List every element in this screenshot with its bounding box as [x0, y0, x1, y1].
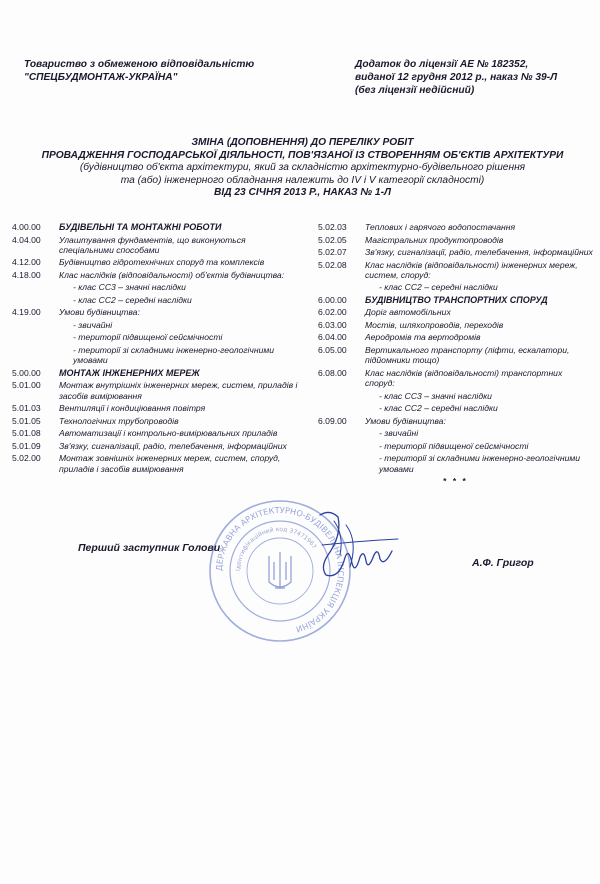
work-description: - клас СС2 – середні наслідки: [379, 282, 498, 293]
work-code: 4.19.00: [12, 307, 41, 318]
work-item: [12, 416, 300, 426]
work-item: [12, 380, 300, 401]
work-code: [12, 320, 59, 330]
work-item: [318, 307, 593, 317]
work-item: [12, 332, 300, 342]
work-item: [12, 403, 300, 413]
work-code: 5.01.08: [12, 428, 41, 439]
work-item: [12, 307, 300, 317]
work-code: [318, 391, 365, 401]
work-item: [318, 222, 593, 232]
work-description: Улаштування фундаментів, що виконуються спеціальними способами: [59, 234, 246, 255]
handwritten-signature: [300, 505, 410, 590]
title-line2: ПРОВАДЖЕННЯ ГОСПОДАРСЬКОЇ ДІЯЛЬНОСТІ, ПОВ'ЯЗАНОЇ ІЗ СТВОРЕННЯМ ОБ'ЄКТІВ АРХІТЕКТУРИ: [41, 149, 564, 161]
work-code: [318, 453, 365, 474]
document-title: [20, 137, 585, 200]
work-item: [12, 222, 300, 232]
work-code: 4.04.00: [12, 234, 41, 245]
work-code: 5.00.00: [12, 367, 41, 378]
work-item: [12, 257, 300, 267]
work-code: [318, 403, 365, 413]
work-code: 5.02.08: [318, 259, 347, 270]
work-item: [318, 391, 593, 401]
work-code: 5.02.05: [318, 234, 347, 245]
work-item: [318, 295, 593, 305]
title-line4: та (або) інженерного обладнання належить до IV і V категорії складності): [120, 174, 485, 186]
work-description: - звичайні: [379, 428, 419, 439]
work-item: [318, 441, 593, 451]
work-item: [318, 416, 593, 426]
work-code: [318, 428, 365, 438]
work-description: Мостів, шляхопроводів, переходів: [365, 319, 504, 330]
work-code: 6.03.00: [318, 319, 347, 330]
work-item: [318, 235, 593, 245]
work-item: [12, 428, 300, 438]
work-description: - клас СС3 – значні наслідки: [379, 390, 492, 401]
work-description: Вентиляції і кондиціювання повітря: [59, 403, 206, 414]
work-item: [318, 282, 593, 292]
work-description: Доріг автомобільних: [365, 307, 451, 318]
work-description: Зв'язку, сигналізації, радіо, телебачення, інформаційних: [365, 247, 593, 257]
work-description: Клас наслідків (відповідальності) об'єктів будівництва:: [59, 269, 285, 280]
work-code: 4.18.00: [12, 269, 41, 280]
title-line5: ВІД 23 СІЧНЯ 2013 Р., НАКАЗ № 1-Л: [214, 187, 391, 199]
work-description: Клас наслідків (відповідальності) транспортних споруд:: [365, 367, 563, 389]
work-description: БУДІВНИЦТВО ТРАНСПОРТНИХ СПОРУД: [365, 294, 548, 305]
work-code: [318, 282, 365, 292]
org-name-line2: "СПЕЦБУДМОНТАЖ-УКРАЇНА": [24, 72, 178, 83]
work-code: 6.02.00: [318, 307, 347, 318]
work-description: - території зі складними інженерно-геологічними умовами: [73, 344, 275, 366]
work-description: Зв'язку, сигналізації, радіо, телебачення, інформаційних: [59, 440, 287, 451]
work-description: Магістральних продуктопроводів: [365, 234, 504, 245]
title-line3: (будівництво об'єкта архітектури, який за складністю архітектурно-будівельного рішення: [79, 162, 526, 174]
works-list-left: [12, 222, 300, 476]
work-description: Аеродромів та вертодромів: [365, 332, 481, 343]
work-code: 6.05.00: [318, 344, 347, 355]
work-code: 5.01.03: [12, 403, 41, 414]
work-description: - звичайні: [73, 319, 113, 330]
work-code: 5.01.05: [12, 415, 41, 426]
signatory-name: А.Ф. Григор: [472, 557, 534, 569]
work-item: [12, 441, 300, 451]
work-item: [12, 320, 300, 330]
work-description: - території підвищеної сейсмічності: [73, 332, 223, 343]
license-line3: (без ліцензії недійсний): [355, 85, 475, 96]
work-item: [12, 345, 300, 366]
work-description: МОНТАЖ ІНЖЕНЕРНИХ МЕРЕЖ: [59, 367, 200, 378]
work-description: - клас СС2 – середні наслідки: [73, 294, 192, 305]
work-description: Монтаж внутрішніх інженерних мереж, систем, приладів і засобів вимірювання: [59, 380, 298, 401]
work-item: [318, 368, 593, 389]
work-code: [12, 295, 59, 305]
work-description: Клас наслідків (відповідальності) інженерних мереж, систем, споруд:: [365, 259, 578, 280]
work-item: [12, 453, 300, 474]
work-code: 6.00.00: [318, 294, 347, 305]
work-item: [318, 453, 593, 474]
work-item: [318, 260, 593, 281]
work-description: Автоматизації і контрольно-вимірювальних приладів: [59, 428, 278, 439]
signatory-position: Перший заступник Голови: [78, 542, 221, 554]
work-code: [12, 282, 59, 292]
work-description: - території підвищеної сейсмічності: [379, 440, 529, 451]
works-list-right: [318, 222, 593, 487]
svg-text:Ідентифікаційний код 37471967: Ідентифікаційний код 37471967: [234, 525, 318, 572]
org-name-line1: Товариство з обмеженою відповідальністю: [24, 59, 255, 70]
work-item: [318, 320, 593, 330]
work-code: 5.01.09: [12, 440, 41, 451]
work-code: 4.12.00: [12, 257, 41, 268]
work-code: 6.09.00: [318, 415, 347, 426]
work-item: [318, 403, 593, 413]
work-code: [12, 345, 59, 366]
license-line1: Додаток до ліцензії АЕ № 182352,: [355, 59, 529, 70]
end-marker: * * *: [443, 476, 468, 487]
work-description: БУДІВЕЛЬНІ ТА МОНТАЖНІ РОБОТИ: [59, 222, 222, 232]
work-item: [12, 235, 300, 256]
title-line1: ЗМІНА (ДОПОВНЕННЯ) ДО ПЕРЕЛІКУ РОБІТ: [191, 137, 414, 148]
work-item: [12, 295, 300, 305]
svg-text:ДЕРЖАВНА АРХІТЕКТУРНО-БУДІВЕЛЬ: ДЕРЖАВНА АРХІТЕКТУРНО-БУДІВЕЛЬНА ІНСПЕКЦІЯ УКРАЇНИ: [213, 504, 347, 635]
work-code: [12, 332, 59, 342]
work-item: [12, 270, 300, 280]
work-code: 6.04.00: [318, 332, 347, 343]
license-reference: [355, 58, 585, 97]
work-description: Умови будівництва:: [59, 307, 140, 318]
trident-emblem: [269, 552, 291, 588]
work-description: - території зі складними інженерно-геологічними умовами: [379, 453, 581, 474]
work-description: - клас СС3 – значні наслідки: [73, 282, 186, 293]
work-description: Вертикального транспорту (ліфти, ескалатори, підйомники тощо): [365, 344, 570, 366]
work-code: 5.02.00: [12, 453, 41, 464]
work-code: 5.02.07: [318, 247, 347, 257]
work-item: [318, 345, 593, 366]
work-description: Умови будівництва:: [365, 415, 446, 426]
work-item: [318, 428, 593, 438]
work-description: Технологічних трубопроводів: [59, 415, 179, 426]
work-code: [318, 441, 365, 451]
work-item: [318, 332, 593, 342]
license-line2: виданої 12 грудня 2012 р., наказ № 39-Л: [355, 72, 558, 83]
work-description: - клас СС2 – середні наслідки: [379, 403, 498, 414]
work-code: 4.00.00: [12, 222, 41, 232]
work-description: Теплових і гарячого водопостачання: [365, 222, 516, 232]
work-code: 5.02.03: [318, 222, 347, 232]
work-item: [12, 368, 300, 378]
work-code: 5.01.00: [12, 380, 41, 391]
organization-header: [24, 58, 274, 84]
work-item: [318, 247, 593, 257]
work-description: Будівництво гідротехнічних споруд та комплексів: [59, 257, 265, 268]
work-item: [12, 282, 300, 292]
work-code: 6.08.00: [318, 367, 347, 378]
work-description: Монтаж зовнішніх інженерних мереж, систем, споруд, приладів і засобів вимірювання: [59, 453, 281, 474]
